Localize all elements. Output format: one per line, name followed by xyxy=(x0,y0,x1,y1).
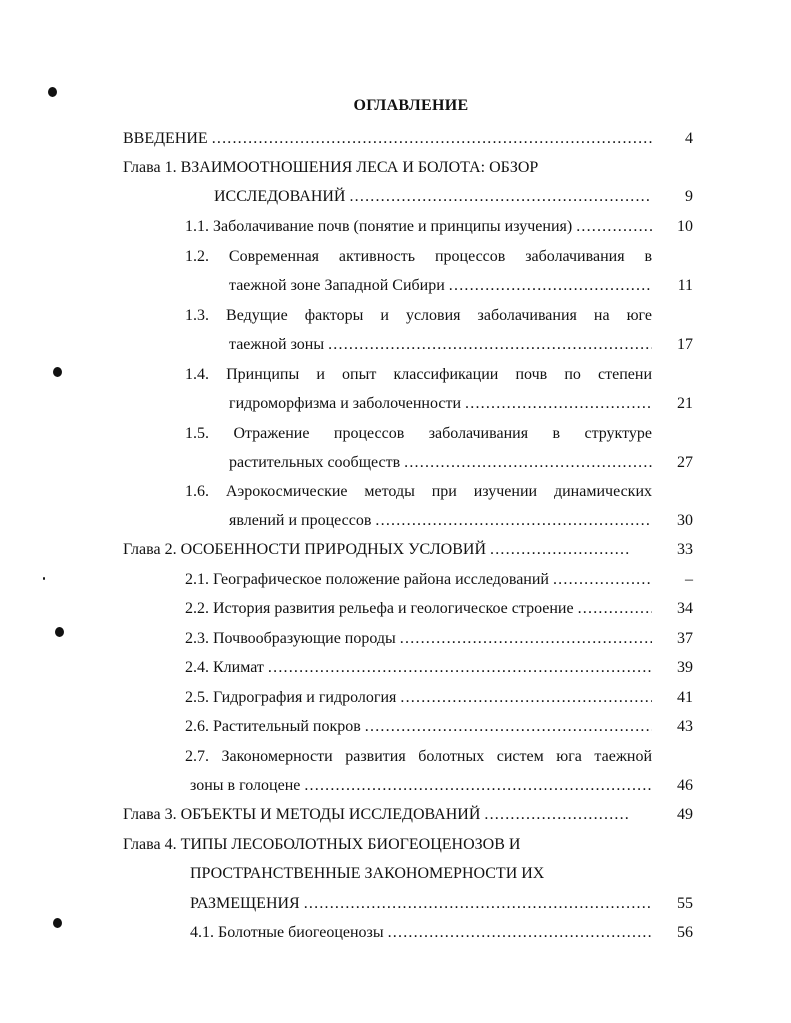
dot-leader xyxy=(576,216,652,238)
toc-entry: 1.1. Заболачивание почв (понятие и принципы изучения) ..... xyxy=(185,216,652,238)
toc-entry: 2.6. Растительный покров ..... xyxy=(185,716,652,738)
dot-leader xyxy=(465,393,652,415)
toc-entry: ВВЕДЕНИЕ ..... xyxy=(123,128,652,150)
dot-leader xyxy=(484,804,631,826)
dot-leader xyxy=(404,452,652,474)
dot-leader xyxy=(449,275,652,297)
toc-entry: 1.3. Ведущие факторы и условия заболачивания на юге xyxy=(185,307,652,324)
toc-entry: 4.1. Болотные биогеоценозы ..... xyxy=(190,922,652,944)
page-number: 30 xyxy=(677,512,693,529)
toc-entry: Глава 2. ОСОБЕННОСТИ ПРИРОДНЫХ УСЛОВИЙ ..... xyxy=(123,539,631,561)
toc-entry: 2.2. История развития рельефа и геологическое строение ..... xyxy=(185,598,652,620)
toc-entry: растительных сообществ ..... xyxy=(229,452,652,474)
toc-entry: Глава 4. ТИПЫ ЛЕСОБОЛОТНЫХ БИОГЕОЦЕНОЗОВ И xyxy=(123,836,521,853)
dot-leader xyxy=(304,775,652,797)
page-number: 21 xyxy=(677,395,693,412)
toc-entry: Глава 1. ВЗАИМООТНОШЕНИЯ ЛЕСА И БОЛОТА: ОБЗОР xyxy=(123,159,539,176)
dot-leader xyxy=(375,510,652,532)
toc-entry: явлений и процессов ..... xyxy=(229,510,652,532)
page-number: 9 xyxy=(685,188,693,205)
toc-entry: Глава 3. ОБЪЕКТЫ И МЕТОДЫ ИССЛЕДОВАНИЙ ..... xyxy=(123,804,631,826)
page-number: 46 xyxy=(677,777,693,794)
dot-leader xyxy=(388,922,652,944)
toc-entry: 2.4. Климат ..... xyxy=(185,657,652,679)
dot-leader xyxy=(328,334,652,356)
toc-entry: РАЗМЕЩЕНИЯ ..... xyxy=(190,893,652,915)
toc-entry: 1.2. Современная активность процессов заболачивания в xyxy=(185,248,652,265)
page-number: 17 xyxy=(677,336,693,353)
page-number: 56 xyxy=(677,924,693,941)
page-number: 27 xyxy=(677,454,693,471)
toc-entry: таежной зоне Западной Сибири ..... xyxy=(229,275,652,297)
page-number: 55 xyxy=(677,895,693,912)
page-title: ОГЛАВЛЕНИЕ xyxy=(353,97,469,114)
dot-leader xyxy=(490,539,631,561)
dot-leader xyxy=(268,657,652,679)
page-number: 49 xyxy=(677,806,693,823)
binder-hole-mark xyxy=(53,367,62,377)
toc-entry: зоны в голоцене ..... xyxy=(190,775,652,797)
page-number: 10 xyxy=(677,218,693,235)
dot-leader xyxy=(365,716,652,738)
page-number: 43 xyxy=(677,718,693,735)
toc-entry: 2.7. Закономерности развития болотных систем юга таежной xyxy=(185,748,652,765)
binder-hole-mark xyxy=(55,627,64,637)
dot-leader xyxy=(578,598,652,620)
page-number: – xyxy=(685,571,693,588)
dot-leader xyxy=(400,687,652,709)
dot-leader xyxy=(349,186,652,208)
page-number: 33 xyxy=(677,541,693,558)
page-number: 41 xyxy=(677,689,693,706)
dot-leader xyxy=(553,569,652,591)
binder-hole-mark xyxy=(53,918,62,928)
toc-entry: 1.4. Принципы и опыт классификации почв по степени xyxy=(185,366,652,383)
toc-entry: ИССЛЕДОВАНИЙ ..... xyxy=(214,186,652,208)
toc-entry: таежной зоны ..... xyxy=(229,334,652,356)
toc-entry: 1.6. Аэрокосмические методы при изучении динамических xyxy=(185,483,652,500)
dot-leader xyxy=(212,128,652,150)
page-number: 37 xyxy=(677,630,693,647)
toc-entry: ПРОСТРАНСТВЕННЫЕ ЗАКОНОМЕРНОСТИ ИХ xyxy=(190,865,545,882)
toc-entry: 2.5. Гидрография и гидрология ..... xyxy=(185,687,652,709)
scan-speck xyxy=(43,577,45,580)
page-number: 34 xyxy=(677,600,693,617)
page-number: 39 xyxy=(677,659,693,676)
toc-entry: 2.1. Географическое положение района исследований ..... xyxy=(185,569,652,591)
page-number: 4 xyxy=(685,130,693,147)
toc-entry: 1.5. Отражение процессов заболачивания в структуре xyxy=(185,425,652,442)
page-number: 11 xyxy=(677,277,693,294)
toc-entry: гидроморфизма и заболоченности ..... xyxy=(229,393,652,415)
toc-entry: 2.3. Почвообразующие породы ..... xyxy=(185,628,652,650)
dot-leader xyxy=(304,893,652,915)
binder-hole-mark xyxy=(48,87,57,97)
dot-leader xyxy=(400,628,652,650)
